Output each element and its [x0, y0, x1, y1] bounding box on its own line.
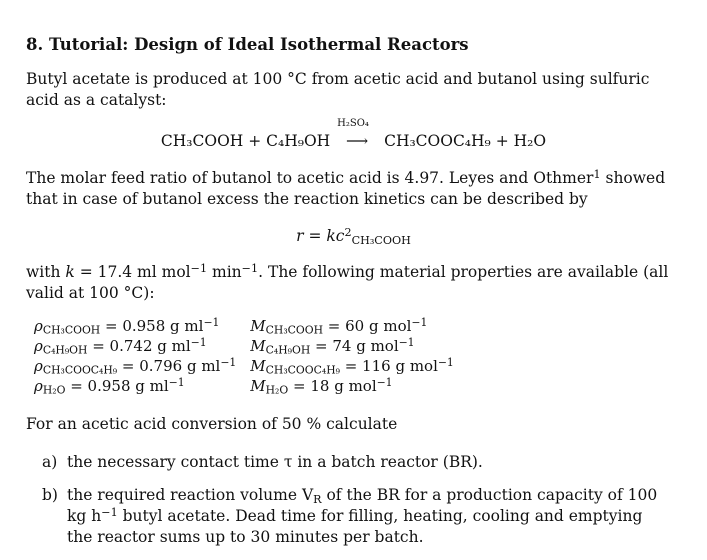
- molar-mass-cell: [250, 336, 468, 356]
- kinetics-paragraph: [26, 168, 676, 210]
- task-text-part: the required reaction volume V: [67, 486, 314, 504]
- density-exponent: −1: [203, 316, 220, 330]
- molar-mass-cell: [250, 376, 468, 396]
- properties-table: [34, 316, 468, 396]
- list-item: [42, 485, 672, 548]
- task-marker: b): [42, 486, 58, 504]
- footnote-marker: 1: [593, 167, 601, 181]
- molar-mass-cell: [250, 356, 468, 376]
- kinetics-text-1: The molar feed ratio of butanol to acetic acid is 4.97. Leyes and Othmer: [26, 169, 594, 187]
- kinetics-text-2: showed that in case of butanol excess the reaction kinetics can be described by: [26, 169, 666, 208]
- product-butyl-acetate: CH₃COOC₄H₉: [384, 132, 491, 150]
- task-marker: a): [42, 453, 58, 471]
- molar-mass-symbol: M: [250, 357, 266, 375]
- constant-paragraph: [26, 262, 676, 304]
- density-subscript: CH₃COOH: [42, 323, 101, 337]
- rate-constant-exp-1: −1: [190, 261, 208, 275]
- density-cell: [34, 376, 250, 396]
- density-symbol: ρ: [34, 357, 43, 375]
- molar-mass-subscript: H₂O: [265, 383, 289, 397]
- density-subscript: C₄H₉OH: [42, 343, 88, 357]
- density-subscript: CH₃COOC₄H₉: [42, 363, 118, 377]
- property-row: [34, 376, 468, 396]
- property-row: [34, 316, 468, 336]
- density-value: = 0.796 g ml: [117, 357, 221, 375]
- molar-mass-exponent: −1: [437, 356, 454, 370]
- rate-law-lhs: r = kc: [296, 227, 345, 245]
- rate-law-exponent: 2: [344, 225, 352, 239]
- task-text: [67, 485, 672, 548]
- catalyst-label: H₂SO₄: [337, 118, 369, 129]
- property-row: [34, 356, 468, 376]
- molar-mass-value: = 74 g mol: [310, 337, 399, 355]
- molar-mass-value: = 60 g mol: [323, 317, 412, 335]
- constant-suffix: . The following material properties are available (all valid at 100 °C):: [26, 263, 669, 302]
- capacity-exponent: −1: [101, 505, 118, 519]
- property-row: [34, 336, 468, 356]
- rate-constant-value: = 17.4 ml mol: [74, 263, 191, 281]
- rate-constant-unit: min: [207, 263, 242, 281]
- rate-constant-exp-2: −1: [241, 261, 259, 275]
- density-cell: [34, 336, 250, 356]
- density-cell: [34, 356, 250, 376]
- density-value: = 0.958 g ml: [100, 317, 204, 335]
- molar-mass-subscript: C₄H₉OH: [265, 343, 311, 357]
- density-exponent: −1: [168, 376, 185, 390]
- molar-mass-subscript: CH₃COOC₄H₉: [265, 363, 340, 377]
- density-cell: [34, 316, 250, 336]
- material-properties: [34, 316, 468, 396]
- reactant-acetic-acid: CH₃COOH: [160, 132, 244, 150]
- molar-mass-value: = 116 g mol: [339, 357, 438, 375]
- plus-sign: +: [495, 132, 509, 150]
- arrow-icon: ⟶: [346, 132, 369, 150]
- plus-sign: +: [248, 132, 262, 150]
- density-value: = 0.742 g ml: [87, 337, 191, 355]
- task-text-part: butyl acetate. Dead time for filling, heating, cooling and emptying the reactor sums up to 30 minutes per batch.: [67, 507, 643, 546]
- list-item: [42, 452, 672, 473]
- density-exponent: −1: [190, 336, 207, 350]
- molar-mass-symbol: M: [250, 337, 266, 355]
- density-subscript: H₂O: [42, 383, 66, 397]
- molar-mass-symbol: M: [250, 317, 266, 335]
- molar-mass-exponent: −1: [398, 336, 415, 350]
- rate-law-equation: [0, 226, 707, 247]
- task-text-part: of the BR for a production capacity of 100 kg h: [67, 486, 658, 525]
- density-symbol: ρ: [34, 377, 43, 395]
- reaction-equation: [0, 118, 707, 152]
- rate-law-subscript: CH₃COOH: [351, 233, 411, 247]
- page-title: 8. Tutorial: Design of Ideal Isothermal Reactors: [26, 35, 469, 54]
- density-value: = 0.958 g ml: [65, 377, 169, 395]
- density-exponent: −1: [220, 356, 237, 370]
- rate-constant-symbol: k: [65, 263, 75, 281]
- molar-mass-value: = 18 g mol: [288, 377, 377, 395]
- density-symbol: ρ: [34, 317, 43, 335]
- density-symbol: ρ: [34, 337, 43, 355]
- reaction-arrow: [337, 118, 375, 152]
- molar-mass-exponent: −1: [376, 376, 393, 390]
- molar-mass-cell: [250, 316, 468, 336]
- constant-prefix: with: [26, 263, 66, 281]
- molar-mass-symbol: M: [250, 377, 266, 395]
- molar-mass-subscript: CH₃COOH: [265, 323, 324, 337]
- product-water: H₂O: [513, 132, 547, 150]
- task-text: the necessary contact time τ in a batch reactor (BR).: [67, 453, 483, 471]
- conversion-paragraph: For an acetic acid conversion of 50 % calculate: [26, 415, 398, 433]
- reactant-butanol: C₄H₉OH: [266, 132, 331, 150]
- task-list: [42, 452, 672, 560]
- intro-paragraph: Butyl acetate is produced at 100 °C from acetic acid and butanol using sulfuric acid as a catalyst:: [26, 70, 650, 109]
- molar-mass-exponent: −1: [411, 316, 428, 330]
- volume-subscript: R: [313, 492, 322, 506]
